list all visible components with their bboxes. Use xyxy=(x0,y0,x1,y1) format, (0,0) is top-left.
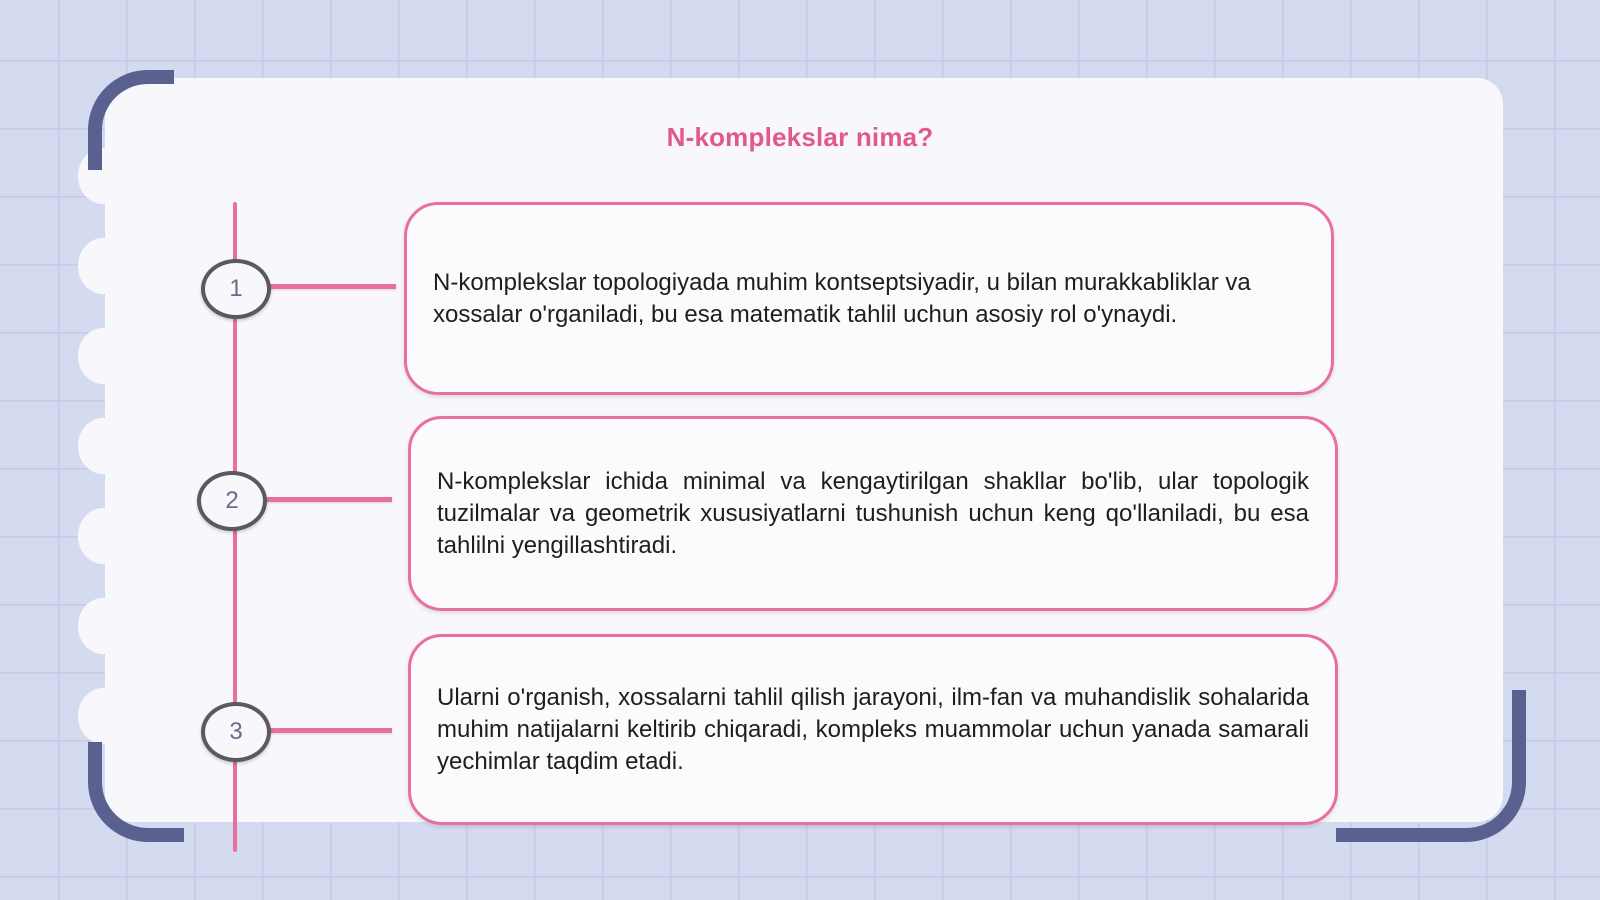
card-scallop xyxy=(78,238,128,294)
card-scallop xyxy=(78,328,128,384)
step-1-box xyxy=(404,202,1334,395)
card-scallop xyxy=(78,508,128,564)
corner-bracket-top-left xyxy=(88,70,174,170)
step-2-box xyxy=(408,416,1338,611)
step-3-number: 3 xyxy=(201,702,271,762)
card-scallop xyxy=(78,418,128,474)
step-1-text: N-komplekslar topologiyada muhim kontseptsiyadir, u bilan murakkabliklar va xossalar o'rganiladi, bu esa matematik tahlil uchun asosiy rol o'ynaydi. xyxy=(433,268,1251,328)
step-2-connector xyxy=(262,497,392,502)
step-1-connector xyxy=(266,284,396,289)
step-1-number: 1 xyxy=(201,259,271,319)
corner-bracket-bottom-right xyxy=(1336,690,1526,842)
card-scallop xyxy=(78,688,128,744)
step-3-connector xyxy=(266,728,392,733)
step-3-text: Ularni o'rganish, xossalarni tahlil qilish jarayoni, ilm-fan va muhandislik sohalarida muhim natijalarni keltirib chiqaradi, kompleks muammolar uchun yanada samarali yechimlar taqdim etadi. xyxy=(437,683,1309,775)
step-2-text: N-komplekslar ichida minimal va kengaytirilgan shakllar bo'lib, ular topologik tuzilmalar va geometrik xususiyatlarni tushunish uchun keng qo'llaniladi, bu esa tahlilni yengillashtiradi. xyxy=(437,467,1309,559)
corner-bracket-bottom-left xyxy=(88,742,184,842)
card-scallop xyxy=(78,598,128,654)
slide-title: N-komplekslar nima? xyxy=(666,122,934,152)
step-2-number: 2 xyxy=(197,471,267,531)
step-3-box xyxy=(408,634,1338,825)
